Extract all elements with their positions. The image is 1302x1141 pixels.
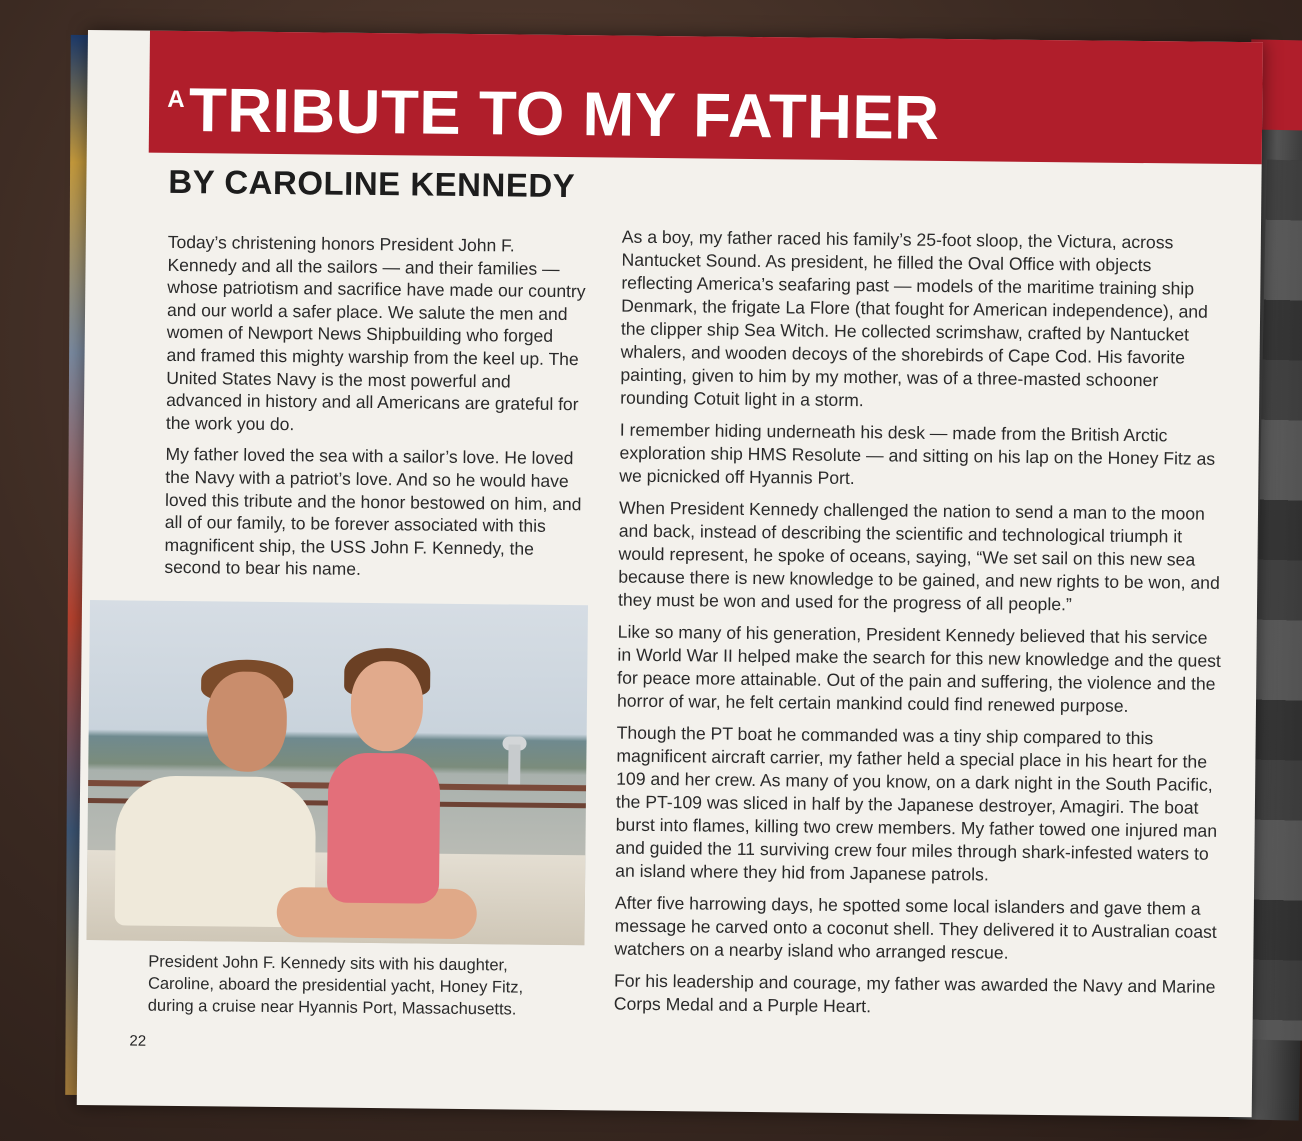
magazine-page (77, 30, 1263, 1117)
body-paragraph: My father loved the sea with a sailor’s love. He loved the Navy with a patriot’s love. And so he would have loved this tribute and the honor bestowed on him, and all of our family, to be forever associated with this magnificent ship, the USS John F. Kennedy, the second to bear his name. (164, 444, 582, 580)
body-paragraph: Today’s christening honors President John F. Kennedy and all the sailors — and their families — whose patriotism and sacrifice have made our country and our world a safer place. We salute the men and women of Newport News Shipbuilding who forged and framed this mighty warship from the keel up. The United States Navy is the most powerful and advanced in history and all Americans are grateful for the work you do. (165, 231, 586, 434)
byline: BY CAROLINE KENNEDY (168, 162, 576, 205)
page-title (167, 69, 940, 153)
body-paragraph: When President Kennedy challenged the nation to send a man to the moon and back, instead of describing the scientific and technological triumph it would represent, he spoke of oceans, saying, “We set sail on this new sea because there is new knowledge to be gained, and new rights to be won, and they must be won and used for the progress of all people.” (617, 497, 1220, 615)
title-prefix: A (167, 85, 186, 114)
girl-figure (327, 753, 441, 904)
page-number: 22 (129, 1032, 147, 1050)
title-text: TRIBUTE TO MY FATHER (188, 76, 940, 153)
man-head-shape (206, 671, 287, 772)
body-paragraph: I remember hiding underneath his desk — made from the British Arctic exploration ship HMS Resolute — and sitting on his lap on the Honey Fitz as we picnicked off Hyannis Port. (619, 419, 1216, 489)
body-paragraph: Like so many of his generation, President Kennedy believed that his service in World War II helped make the search for this new knowledge and the quest for peace more attainable. Out of the pain and suffering, the violence and the horror of war, he felt certain mankind could find renewed purpose. (616, 621, 1221, 716)
body-paragraph: For his leadership and courage, my father was awarded the Navy and Marine Corps Medal and a Purple Heart. (613, 970, 1216, 1017)
photo-caption: President John F. Kennedy sits with his daughter, Caroline, aboard the presidential yacht, Honey Fitz, during a cruise near Hyannis Port, Massachusetts. (147, 952, 524, 1019)
right-column (614, 226, 1227, 1031)
water-tower-shape (508, 744, 520, 784)
body-paragraph: After five harrowing days, he spotted some local islanders and gave them a message he carved onto a coconut shell. They delivered it to Australian coast watchers on a nearby island who arranged rescue. (614, 892, 1217, 963)
girl-head-shape (350, 661, 423, 752)
body-paragraph: As a boy, my father raced his family’s 25-foot sloop, the Victura, across Nantucket Sound. As president, he filled the Oval Office with objects reflecting America’s seafaring past — models of the maritime training ship Denmark, the frigate La Flore (that fought for American independence), and the clipper ship Sea Witch. He collected scrimshaw, crafted by Nantucket whalers, and wooden decoys of the shorebirds of Cape Cod. His favorite painting, given to him by my mother, was of a three-masted schooner rounding Cotuit light in a storm. (620, 226, 1209, 411)
kennedy-caroline-photo (86, 600, 588, 945)
left-column (164, 231, 588, 592)
body-paragraph: Though the PT boat he commanded was a tiny ship compared to this magnificent aircraft carrier, my father held a special place in his heart for the 109 and her crew. As many of you know, on a dark night in the South Pacific, the PT-109 was sliced in half by the Japanese destroyer, Amagiri. The boat burst into flames, killing two crew members. My father towed one injured man and guided the 11 surviving crew four miles through shark-infested waters to an island where they hid from Japanese patrols. (615, 722, 1218, 885)
